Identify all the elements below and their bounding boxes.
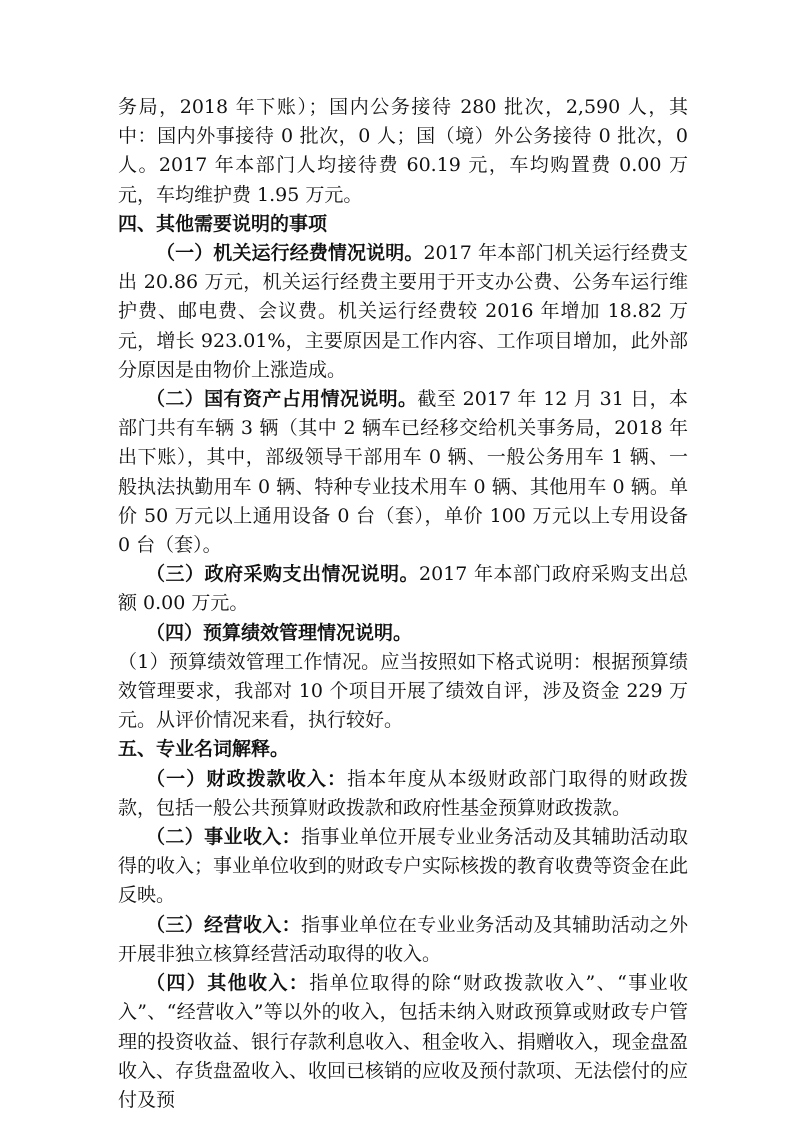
document-body: [118, 93, 688, 1115]
section-heading-other-matters: 四、其他需要说明的事项: [118, 212, 328, 235]
definition-fiscal-appropriation: 指本年度从本级财政部门取得的财政拨款，包括一般公共预算财政拨款和政府性基金预算财政拨款。: [118, 767, 688, 819]
paragraph-term-operating-income: [118, 911, 688, 969]
term-business-income: （二）事业收入：: [146, 826, 301, 849]
subheading-performance: （四）预算绩效管理情况说明。: [146, 621, 413, 644]
paragraph-state-assets: [118, 385, 688, 560]
paragraph-performance-detail: （1）预算绩效管理工作情况。应当按照如下格式说明：根据预算绩效管理要求，我部对 10 个项目开展了绩效自评，涉及资金 229 万元。从评价情况来看，执行较好。: [118, 650, 688, 732]
text-state-assets: 截至 2017 年 12 月 31 日，本部门共有车辆 3 辆（其中 2 辆车已经移交给机关事务局，2018 年出下账），其中，部级领导干部用车 0 辆、一般公务用车 1 辆、一般执法执勤用车 0 辆、特种专业技术用车 0 辆、其他用车 0 辆。单价 50 万元以上通用设备 0 台（套），单价 100 万元以上专用设备 0 台（套）。: [118, 388, 688, 557]
paragraph-term-other-income: [118, 969, 688, 1115]
text-procurement: 2017 年本部门政府采购支出总额 0.00 万元。: [118, 563, 688, 615]
paragraph-operating-expenses: [118, 239, 688, 385]
term-other-income: （四）其他收入：: [146, 972, 310, 995]
paragraph-reception-stats: 务局，2018 年下账）；国内公务接待 280 批次，2,590 人，其中：国内外事接待 0 批次，0 人；国（境）外公务接待 0 批次，0 人。2017 年本部门人均接待费 60.19 元，车均购置费 0.00 万元，车均维护费 1.95 万元。: [118, 96, 688, 206]
paragraph-procurement: [118, 560, 688, 618]
paragraph-performance-heading: [118, 619, 688, 648]
subheading-state-assets: （二）国有资产占用情况说明。: [146, 388, 418, 411]
paragraph-term-fiscal-appropriation: [118, 765, 688, 823]
paragraph-term-business-income: [118, 823, 688, 911]
term-operating-income: （三）经营收入：: [146, 913, 301, 936]
section-heading-terms: 五、专业名词解释。: [118, 738, 290, 761]
subheading-operating-expenses: （一）机关运行经费情况说明。: [156, 242, 424, 265]
definition-operating-income: 指事业单位在专业业务活动及其辅助活动之外开展非独立核算经营活动取得的收入。: [118, 913, 688, 965]
definition-business-income: 指事业单位开展专业业务活动及其辅助活动取得的收入；事业单位收到的财政专户实际核拨的教育收费等资金在此反映。: [118, 826, 689, 907]
text-operating-expenses: 2017 年本部门机关运行经费支出 20.86 万元，机关运行经费主要用于开支办公费、公务车运行维护费、邮电费、会议费。机关运行经费较 2016 年增加 18.82 万元，增长 923.01%，主要原因是工作内容、工作项目增加，此外部分原因是由物价上涨造成。: [118, 242, 688, 381]
term-fiscal-appropriation: （一）财政拨款收入：: [146, 767, 348, 790]
subheading-procurement: （三）政府采购支出情况说明。: [146, 563, 420, 586]
definition-other-income: 指单位取得的除“财政拨款收入”、“事业收入”、“经营收入”等以外的收入，包括未纳入财政预算或财政专户管理的投资收益、银行存款利息收入、租金收入、捐赠收入，现金盘盈收入、存货盘盈收入、收回已核销的应收及预付款项、无法偿付的应付及预: [118, 972, 689, 1111]
